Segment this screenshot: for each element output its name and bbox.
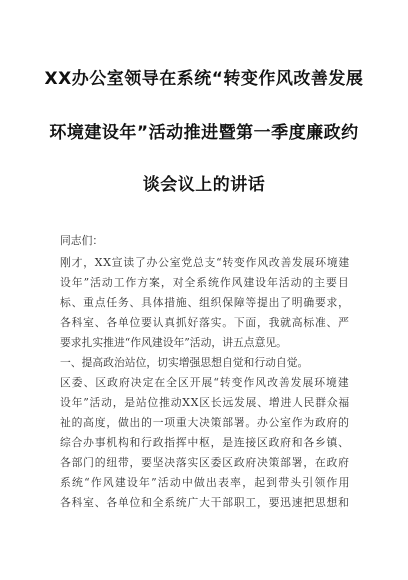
body-line-7: 区委、区政府决定在全区开展“转变作风改善发展环境建 (60, 376, 350, 389)
body-line-8: 设年”活动，是站位推动XX区长远发展、增进人民群众福 (60, 396, 351, 409)
body-line-10: 综合办事机构和行政指挥中枢，是连接区政府和各乡镇、 (60, 436, 350, 449)
body-line-1: 刚才，XX宣读了办公室党总支“转变作风改善发展环境建 (60, 256, 351, 269)
document-title-line-1: XX办公室领导在系统“转变作风改善发展 (44, 69, 364, 89)
salutation: 同志们： (60, 234, 104, 247)
body-line-4: 各科室、各单位要认真抓好落实。下面，我就高标准、严 (60, 316, 350, 329)
body-line-11: 各部门的纽带，要坚决落实区委区政府决策部署，在政府 (60, 456, 350, 469)
document-title-line-3: 谈会议上的讲话 (142, 175, 266, 195)
body-line-13: 各科室、各单位和全系统广大干部职工，要迅速把思想和 (60, 496, 350, 509)
body-line-12: 系统“作风建设年”活动中做出表率，起到带头引领作用 (60, 476, 351, 489)
body-line-2: 设年”活动工作方案，对全系统作风建设年活动的主要目 (60, 276, 350, 289)
body-line-5: 要求扎实推进“作风建设年”活动，讲五点意见。 (60, 336, 287, 349)
body-line-9: 祉的高度，做出的一项重大决策部署。办公室作为政府的 (60, 416, 350, 429)
body-line-3: 标、重点任务、具体措施、组织保障等提出了明确要求， (60, 296, 350, 309)
body-line-6: 一、提高政治站位，切实增强思想自觉和行动自觉。 (60, 356, 309, 369)
document-title-line-2: 环境建设年”活动推进暨第一季度廉政约 (49, 123, 359, 143)
